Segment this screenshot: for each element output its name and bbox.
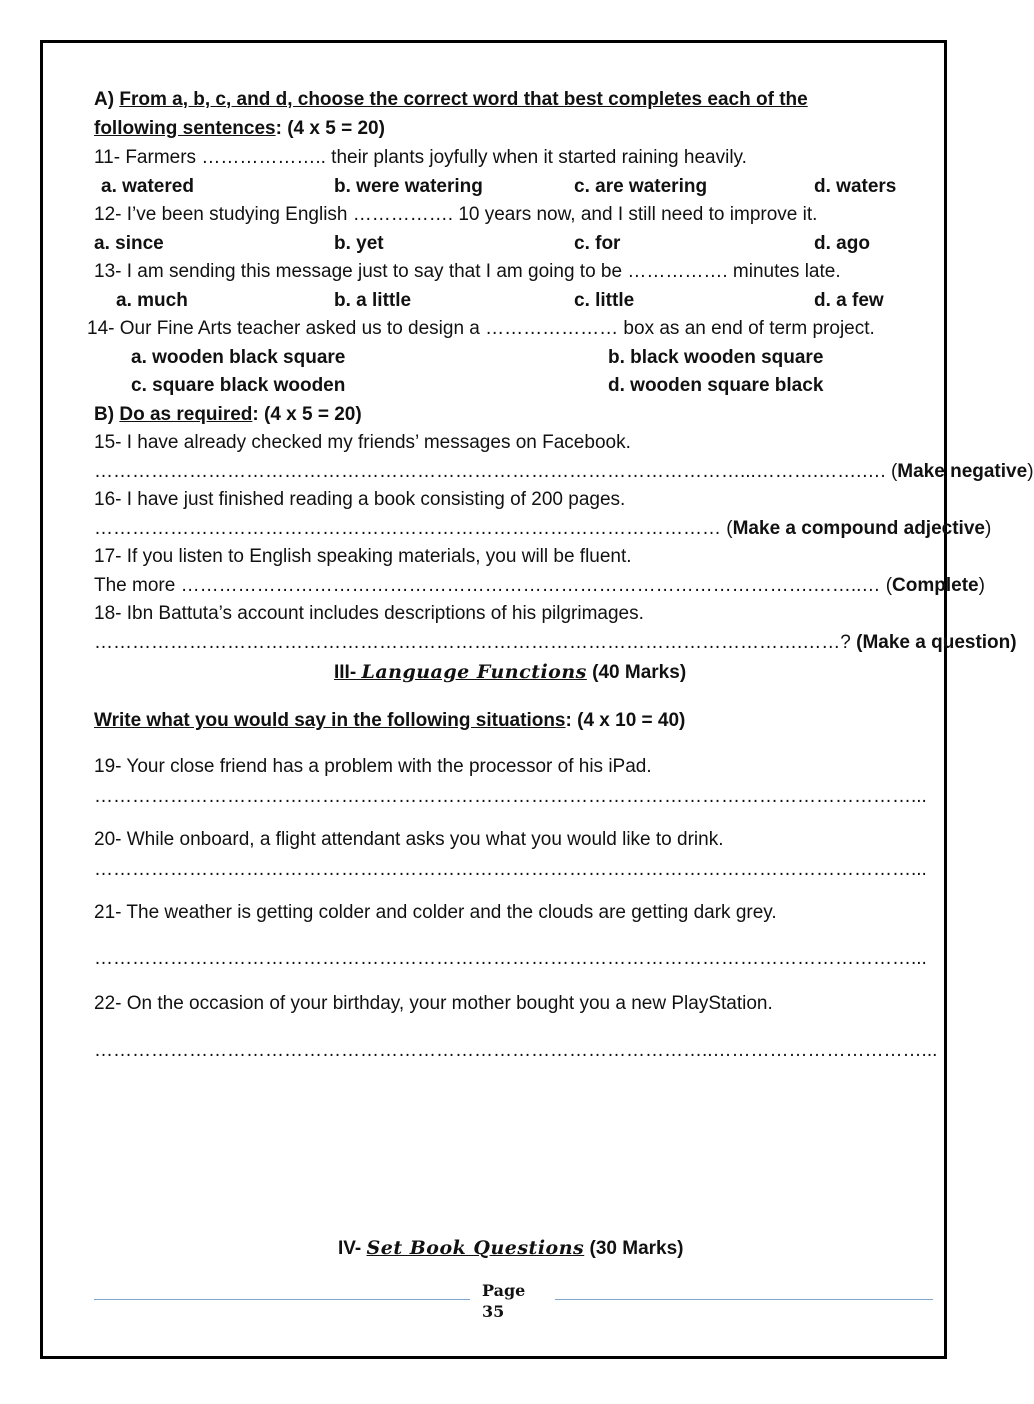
question-19: 19- Your close friend has a problem with the processor of his iPad. bbox=[94, 756, 652, 777]
q17-blank: The more ……………………………………………………………………………………….……..… ( bbox=[94, 575, 893, 596]
q16-answer-line bbox=[94, 517, 991, 541]
section-a-marks: : (4 x 5 = 20) bbox=[275, 118, 385, 139]
q12-option-d: d. ago bbox=[814, 233, 870, 254]
q20-answer-line: …………………………………………………………………………………………………………………... bbox=[94, 859, 927, 880]
q14-option-c: c. square black wooden bbox=[131, 375, 346, 396]
q13-option-a: a. much bbox=[116, 290, 188, 311]
q18-instruction: (Make a question) bbox=[856, 632, 1017, 653]
situations-marks: : (4 x 10 = 40) bbox=[565, 710, 686, 731]
footer-rule-left bbox=[94, 1299, 470, 1300]
q15-close: ) bbox=[1027, 461, 1034, 482]
section-iii-marks: (40 Marks) bbox=[586, 662, 687, 683]
page-border bbox=[40, 40, 947, 1359]
q13-option-c: c. little bbox=[574, 290, 635, 311]
section-iv-heading bbox=[338, 1236, 684, 1261]
q14-option-d: d. wooden square black bbox=[608, 375, 824, 396]
section-a-heading-line2 bbox=[94, 117, 385, 141]
q16-close: ) bbox=[984, 518, 992, 539]
q11-option-c: c. are watering bbox=[574, 176, 708, 197]
section-b-title: Do as required bbox=[119, 404, 253, 425]
section-iv-prefix: IV- bbox=[338, 1238, 367, 1259]
section-iv-marks: (30 Marks) bbox=[584, 1238, 684, 1259]
q11-option-a: a. watered bbox=[101, 176, 194, 197]
page-number-label bbox=[482, 1280, 525, 1322]
q15-blank: …………………………………………………………………………………………...……….…….…. ( bbox=[94, 461, 898, 482]
section-b-marks: : (4 x 5 = 20) bbox=[252, 404, 362, 425]
section-b-letter: B) bbox=[94, 404, 115, 425]
section-a-title-line1: From a, b, c, and d, choose the correct word that best completes each of the bbox=[119, 89, 808, 110]
section-iv-title: Set Book Questions bbox=[366, 1237, 585, 1259]
section-a-heading bbox=[94, 88, 808, 112]
question-20: 20- While onboard, a flight attendant asks you what you would like to drink. bbox=[94, 829, 724, 850]
question-12: 12- I’ve been studying English ……………. 10 years now, and I still need to improve it. bbox=[94, 204, 818, 225]
question-11: 11- Farmers ……………….. their plants joyfully when it started raining heavily. bbox=[94, 147, 747, 168]
q14-option-b: b. black wooden square bbox=[608, 347, 824, 368]
footer-rule-right bbox=[555, 1299, 933, 1300]
section-iii-heading bbox=[334, 660, 686, 685]
question-14: 14- Our Fine Arts teacher asked us to design a ………………… box as an end of term project. bbox=[87, 318, 875, 339]
situations-heading bbox=[94, 709, 685, 733]
question-16: 16- I have just finished reading a book consisting of 200 pages. bbox=[94, 489, 626, 510]
question-13: 13- I am sending this message just to say that I am going to be ……………. minutes late. bbox=[94, 261, 841, 282]
q13-option-b: b. a little bbox=[334, 290, 412, 311]
q17-close: ) bbox=[978, 575, 985, 596]
q19-answer-line: …………………………………………………………………………………………………………………... bbox=[94, 786, 927, 807]
question-18: 18- Ibn Battuta’s account includes descriptions of his pilgrimages. bbox=[94, 603, 644, 624]
q17-instruction: Complete bbox=[892, 575, 979, 596]
q11-option-d: d. waters bbox=[814, 176, 897, 197]
q18-blank: ………………………………………………………………………………………………….……? bbox=[94, 632, 857, 653]
q12-option-a: a. since bbox=[94, 233, 164, 254]
q12-option-c: c. for bbox=[574, 233, 621, 254]
page-number: 35 bbox=[482, 1302, 505, 1321]
q21-answer-line: …………………………………………………………………………………………………………………... bbox=[94, 948, 927, 969]
section-a-letter: A) bbox=[94, 89, 115, 110]
q17-answer-line bbox=[94, 574, 985, 598]
section-iii-title: Language Functions bbox=[361, 661, 587, 683]
q15-answer-line bbox=[94, 460, 1034, 484]
question-22: 22- On the occasion of your birthday, your mother bought you a new PlayStation. bbox=[94, 993, 773, 1014]
section-a-title-line2: following sentences bbox=[94, 118, 276, 139]
section-b-heading bbox=[94, 403, 362, 427]
q15-instruction: Make negative bbox=[897, 461, 1028, 482]
section-iii-prefix: III- bbox=[334, 662, 362, 683]
question-15: 15- I have already checked my friends’ messages on Facebook. bbox=[94, 432, 631, 453]
question-17: 17- If you listen to English speaking materials, you will be fluent. bbox=[94, 546, 632, 567]
situations-title: Write what you would say in the following situations bbox=[94, 710, 566, 731]
page-word: Page bbox=[482, 1281, 526, 1300]
q22-answer-line: ……………………………………………………………………………………..……………………………... bbox=[94, 1040, 938, 1061]
q14-option-a: a. wooden black square bbox=[131, 347, 346, 368]
q16-blank: ……………………………………………………………………………………… ( bbox=[94, 518, 733, 539]
q12-option-b: b. yet bbox=[334, 233, 384, 254]
q11-option-b: b. were watering bbox=[334, 176, 483, 197]
q18-answer-line bbox=[94, 631, 1017, 655]
question-21: 21- The weather is getting colder and colder and the clouds are getting dark grey. bbox=[94, 902, 777, 923]
q16-instruction: Make a compound adjective bbox=[732, 518, 985, 539]
q13-option-d: d. a few bbox=[814, 290, 884, 311]
